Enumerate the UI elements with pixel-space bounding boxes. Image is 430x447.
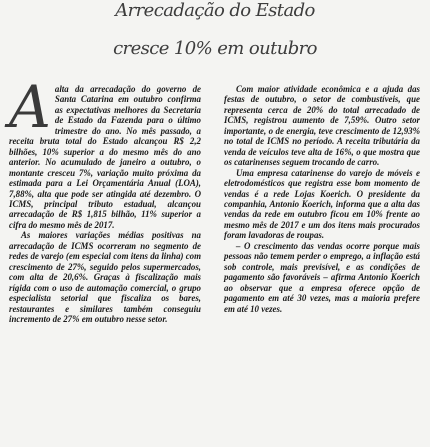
article-paragraph: Com maior atividade econômica e a ajuda das festas de outubro, o setor de combustíveis, que representa cerca de 20% do total arrecadado de ICMS, registrou aumento de 7,59%. Outro setor importante, o de energia, teve crescimento de 12,93% no total de ICMS no período. A receita tributária da venda de veículos teve alta de 16%, o que mostra que os catarinenses seguem trocando de carro. xyxy=(224,84,420,168)
article-column-right xyxy=(224,84,420,314)
article-paragraph: alta da arrecadação do governo de Santa Catarina em outubro confirma as expectativas melhores da Secretaria de Estado da Fazenda para o último trimestre do ano. No mês passado, a receita bruta total do Estado alcançou R$ 2,2 bilhões, 10% superior a do mesmo mês do ano anterior. No acumulado de janeiro a outubro, o montante cresceu 7%, variação muito próxima da estimada para a Lei Orçamentária Anual (LOA), 7,88%, alta que pode ser atingida até dezembro. O ICMS, principal tributo estadual, alcançou arrecadação de R$ 1,815 bilhão, 11% superior a cifra do mesmo mês de 2017. xyxy=(9,84,201,230)
headline-line-1: Arrecadação do Estado xyxy=(115,0,315,21)
article-paragraph: As maiores variações médias positivas na arrecadação de ICMS ocorreram no segmento de redes de varejo (em especial com itens da linha) com crescimento de 27%, seguido pelos supermercados, com alta de 20,6%. Graças à fiscalização mais rígida com o uso de automação comercial, o grupo especialista setorial que fiscaliza os bares, restaurantes e similares também conseguiu incremento de 27% em outubro nesse setor. xyxy=(9,230,202,324)
article-paragraph: – O crescimento das vendas ocorre porque mais pessoas não temem perder o emprego, a inflação está sob controle, mais previsível, e as condições de pagamento são favoráveis – afirma Antonio Koerich ao observar que a empresa oferece opção de pagamento em até 30 vezes, mas a maioria prefere em até 10 vezes. xyxy=(224,240,420,314)
drop-cap: A xyxy=(9,73,51,141)
article-paragraph: Uma empresa catarinense do varejo de móveis e eletrodomésticos que registra esse bom momento de vendas é a rede Lojas Koerich. O presidente da companhia, Antonio Koerich, informa que a alta das vendas da rede em outubro ficou em 10% frente ao mesmo mês de 2017 e um dos itens mais procurados foram lavadoras de roupas. xyxy=(224,167,420,241)
headline-line-2: cresce 10% em outubro xyxy=(113,38,317,59)
article-column-left xyxy=(9,73,202,324)
